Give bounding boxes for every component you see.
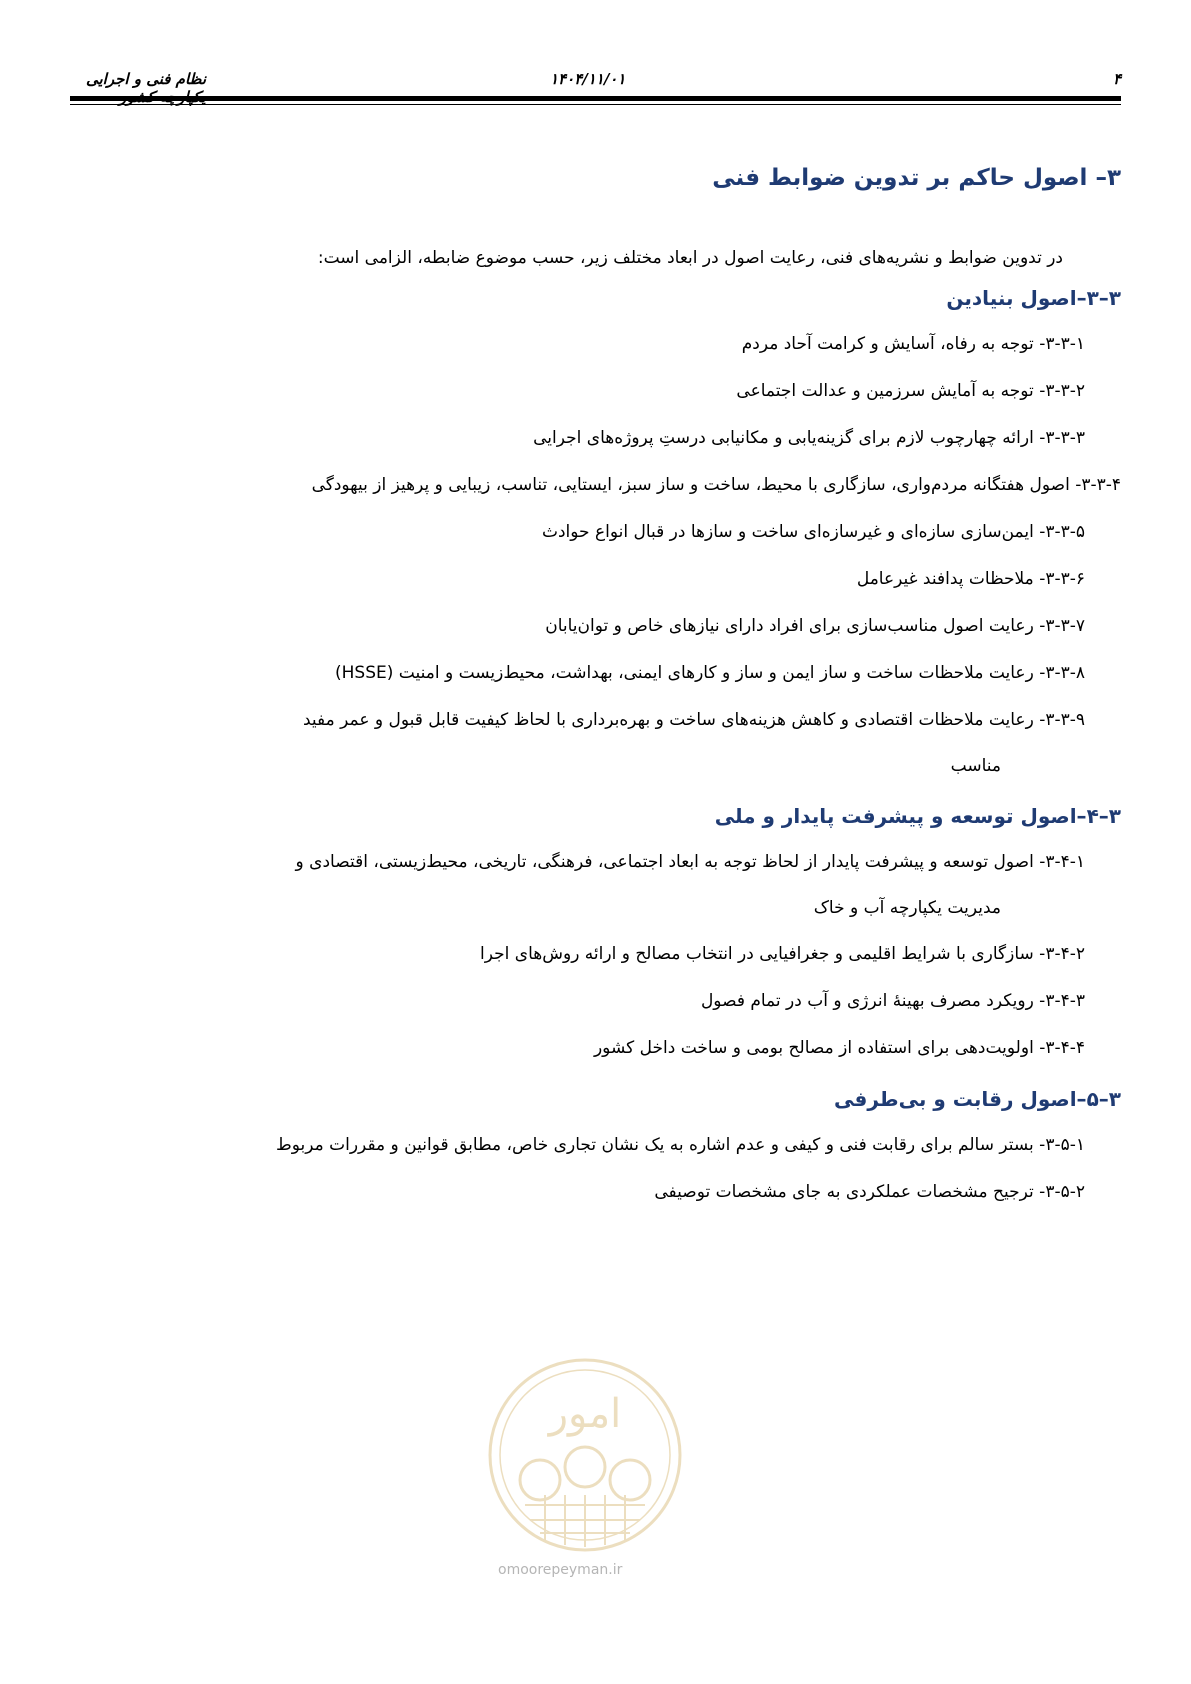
document-body — [70, 155, 1121, 1216]
svg-text:امور: امور — [548, 1391, 622, 1437]
list-sustainable-development — [70, 839, 1121, 1072]
list-item: ۳-۳-۵- ایمن‌سازی سازه‌ای و غیرسازه‌ای ساخت و سازها در قبال انواع حوادث — [541, 522, 1085, 542]
header-title: نظام فنی و اجرایی — [85, 70, 206, 88]
subsection-heading-sustainable: ۳–۴–اصول توسعه و پیشرفت پایدار و ملی — [714, 804, 1121, 828]
page-number: ۴ — [1112, 70, 1121, 88]
list-item: ۳-۴-۴- اولویت‌دهی برای استفاده از مصالح بومی و ساخت داخل کشور — [593, 1038, 1085, 1058]
list-item: ۳-۳-۳- ارائه چهارچوب لازم برای گزینه‌یابی و مکانیابی درستِ پروژه‌های اجرایی — [533, 428, 1085, 448]
list-item: ۳-۳-۷- رعایت اصول مناسب‌سازی برای افراد دارای نیازهای خاص و توان‌یابان — [545, 616, 1085, 636]
subsection-heading-competition: ۳–۵–اصول رقابت و بی‌طرفی — [834, 1087, 1121, 1111]
list-item: ۳-۴-۳- رویکرد مصرف بهینهٔ انرژی و آب در تمام فصول — [700, 991, 1085, 1011]
list-item: ۳-۴-۲- سازگاری با شرایط اقلیمی و جغرافیایی در انتخاب مصالح و ارائه روش‌های اجرا — [480, 944, 1085, 964]
list-basic-principles — [70, 321, 1121, 789]
list-item: ۳-۵-۱- بستر سالم برای رقابت فنی و کیفی و عدم اشاره به یک نشان تجاری خاص، مطابق قوانین و مقررات مربوط — [276, 1135, 1085, 1155]
list-item: ۳-۳-۸- رعایت ملاحظات ساخت و ساز ایمن و ساز و کارهای ایمنی، بهداشت، محیط‌زیست و امنیت (HSSE) — [334, 663, 1085, 683]
header-rule-thick — [70, 96, 1121, 101]
list-item-continuation-text: مناسب — [950, 756, 1001, 776]
watermark-site: omoorepeyman.ir — [498, 1562, 623, 1578]
list-item: ۳-۳-۴- اصول هفتگانه مردم‌واری، سازگاری با محیط، ساخت و ساز سبز، ایستایی، تناسب، زیبایی و پرهیز از بیهودگی — [311, 475, 1121, 495]
list-item-continuation — [70, 743, 1085, 789]
list-competition — [70, 1122, 1121, 1216]
list-item: ۳-۳-۱- توجه به رفاه، آسایش و کرامت آحاد مردم — [741, 334, 1085, 354]
list-item-continuation-text: مدیریت یکپارچه آب و خاک — [813, 898, 1001, 918]
list-item: ۳-۳-۶- ملاحظات پدافند غیرعامل — [856, 569, 1085, 589]
page-header — [70, 70, 1121, 90]
list-item: ۳-۳-۹- رعایت ملاحظات اقتصادی و کاهش هزینه‌های ساخت و بهره‌برداری با لحاظ کیفیت قابل قبول و عمر مفید — [302, 710, 1085, 730]
subsection-heading-basic: ۳–۳–اصول بنیادین — [946, 286, 1121, 310]
section-intro: در تدوین ضوابط و نشریه‌های فنی، رعایت اصول در ابعاد مختلف زیر، حسب موضوع ضابطه، الزامی است: — [317, 248, 1063, 268]
watermark-logo — [485, 1355, 685, 1555]
list-item: ۳-۳-۲- توجه به آمایش سرزمین و عدالت اجتماعی — [736, 381, 1085, 401]
header-rule-thin — [70, 104, 1121, 105]
section-heading: ۳– اصول حاکم بر تدوین ضوابط فنی — [712, 165, 1121, 191]
list-item: ۳-۴-۱- اصول توسعه و پیشرفت پایدار از لحاظ توجه به ابعاد اجتماعی، فرهنگی، تاریخی، محیط‌زیستی، اقتصادی و — [295, 852, 1085, 872]
list-item-continuation — [70, 885, 1085, 931]
header-date: ۱۴۰۴/۱۱/۰۱ — [550, 70, 626, 88]
list-item: ۳-۵-۲- ترجیح مشخصات عملکردی به جای مشخصات توصیفی — [654, 1182, 1085, 1202]
